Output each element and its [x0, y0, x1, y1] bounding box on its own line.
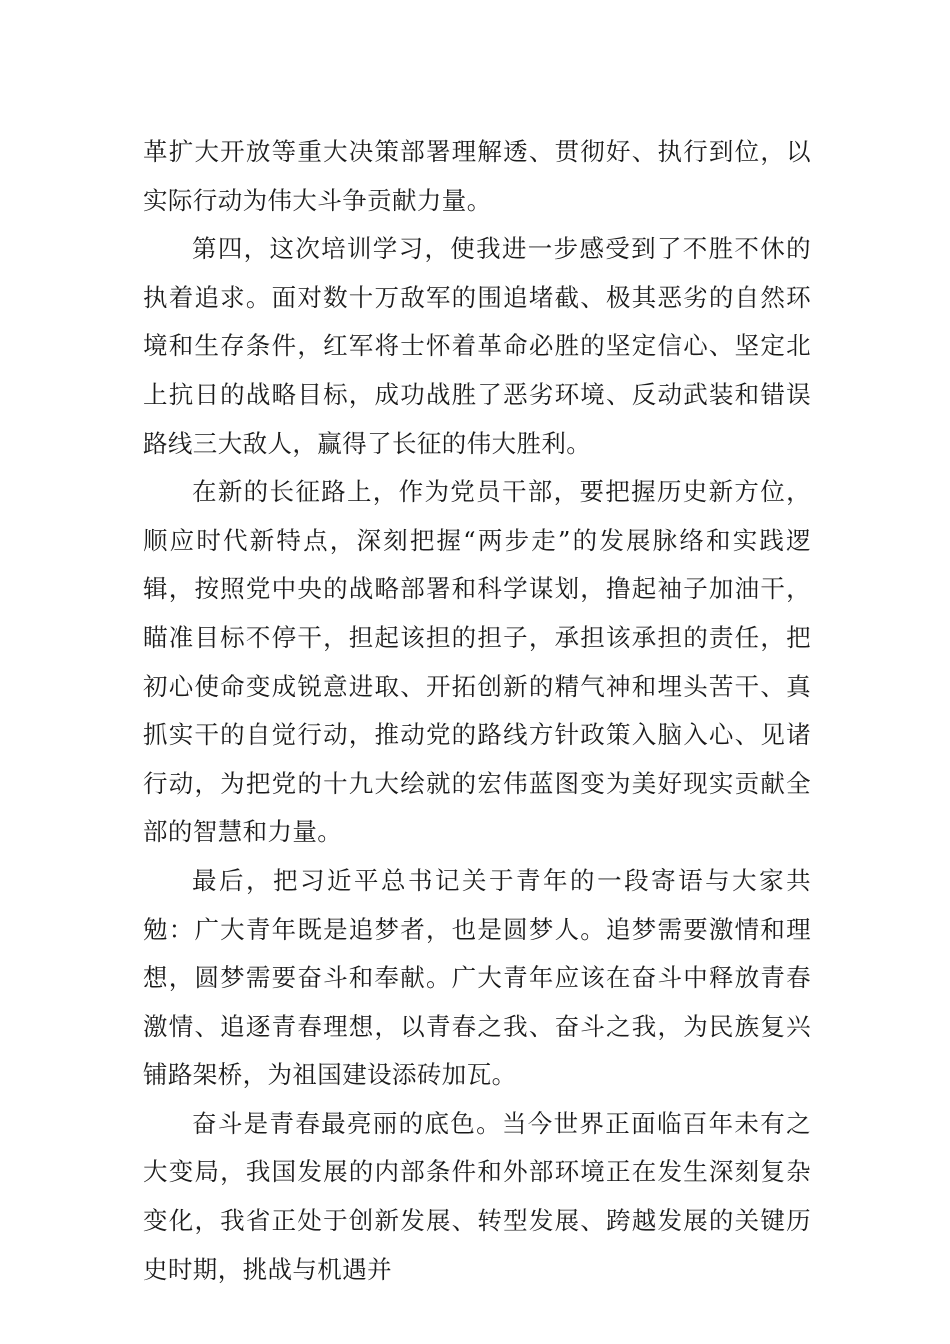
paragraph-closing-quote: 最后，把习近平总书记关于青年的一段寄语与大家共勉：广大青年既是追梦者，也是圆梦人。追梦需要激情和理想，圆梦需要奋斗和奉献。广大青年应该在奋斗中释放青春激情、追逐青春理想，以青春之我、奋斗之我，为民族复兴铺路架桥，为祖国建设添砖加瓦。 — [143, 865, 811, 1090]
paragraph-fourth-point: 第四，这次培训学习，使我进一步感受到了不胜不休的执着追求。面对数十万敌军的围追堵截、极其恶劣的自然环境和生存条件，红军将士怀着革命必胜的坚定信心、坚定北上抗日的战略目标，成功战胜了恶劣环境、反动武装和错误路线三大敌人，赢得了长征的伟大胜利。 — [143, 234, 811, 458]
paragraph-new-long-march: 在新的长征路上，作为党员干部，要把握历史新方位，顺应时代新特点，深刻把握“两步走”的发展脉络和实践逻辑，按照党中央的战略部署和科学谋划，撸起袖子加油干，瞄准目标不停干，担起该担的担子，承担该承担的责任，把初心使命变成锐意进取、开拓创新的精气神和埋头苦干、真抓实干的自觉行动，推动党的路线方针政策入脑入心、见诸行动，为把党的十九大绘就的宏伟蓝图变为美好现实贡献全部的智慧和力量。 — [143, 477, 811, 847]
document-body — [143, 128, 811, 1294]
paragraph-continuation: 革扩大开放等重大决策部署理解透、贯彻好、执行到位，以实际行动为伟大斗争贡献力量。 — [143, 137, 811, 215]
paragraph-youth-struggle: 奋斗是青春最亮丽的底色。当今世界正面临百年未有之大变局，我国发展的内部条件和外部环境正在发生深刻复杂变化，我省正处于创新发展、转型发展、跨越发展的关键历史时期，挑战与机遇并 — [143, 1108, 811, 1284]
